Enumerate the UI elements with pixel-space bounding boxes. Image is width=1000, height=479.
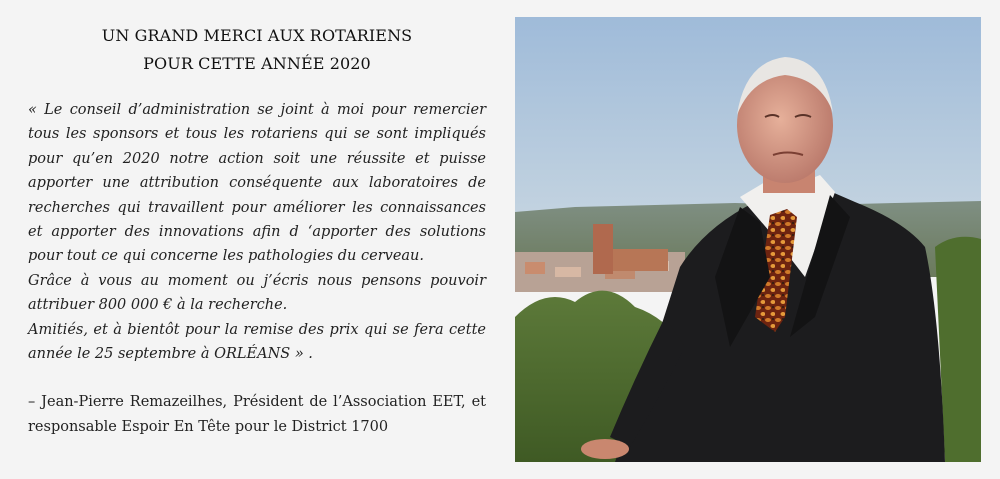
title-line-2: POUR CETTE ANNÉE 2020 bbox=[143, 54, 371, 73]
quote-paragraph-2: Grâce à vous au moment ou j’écris nous pensons pouvoir attribuer 800 000 € à la recherche. bbox=[28, 272, 486, 314]
quote-paragraph-1: « Le conseil d’administration se joint à moi pour remercier tous les sponsors et tous les rotariens qui se sont impliqués pour qu’en 2020 notre action soit une réussite et puisse apporter une attribution conséquente aux laboratoires de recherches qui travaillent pour améliorer les connaissances et apporter des innovations afin d ‘apporter des solutions pour tout ce qui concerne les pathologies du cerveau. bbox=[28, 102, 486, 265]
quote-paragraph-3: Amitiés, et à bientôt pour la remise des prix qui se fera cette année le 25 septembre à ORLÉANS » . bbox=[28, 321, 486, 363]
page-title bbox=[28, 22, 486, 78]
portrait-photo bbox=[515, 17, 981, 462]
quote bbox=[28, 98, 486, 366]
attribution: – Jean-Pierre Remazeilhes, Président de l’Association EET, et responsable Espoir En Tête pour le District 1700 bbox=[28, 394, 486, 435]
title-line-1: UN GRAND MERCI AUX ROTARIENS bbox=[101, 26, 413, 45]
hand bbox=[581, 439, 629, 459]
cathedral-tower bbox=[593, 224, 613, 274]
text-column bbox=[28, 22, 486, 454]
